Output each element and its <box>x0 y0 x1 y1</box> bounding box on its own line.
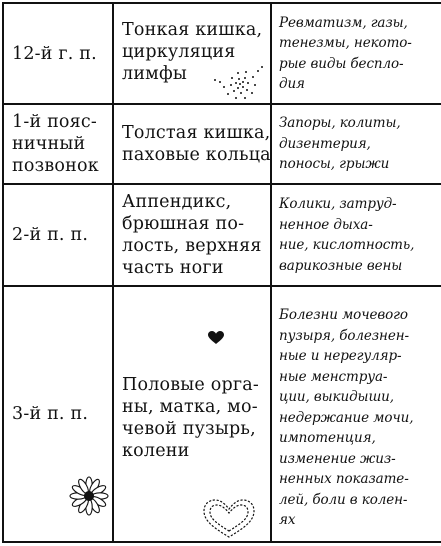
organs-cell <box>113 104 271 184</box>
disorders-cell <box>271 3 441 104</box>
organs-text: ны, матка, мо- <box>122 397 258 417</box>
disorders-text: рые виды беспло- <box>279 55 404 72</box>
table-row <box>3 3 441 104</box>
table-row <box>3 286 441 542</box>
segment-text: позвонок <box>12 156 99 176</box>
disorders-text: ние, кислотность, <box>279 237 415 253</box>
organs-text: лимфы <box>122 63 188 84</box>
segment-cell <box>3 3 113 104</box>
organs-text: чевой пузырь, <box>122 419 256 439</box>
segment-cell <box>3 104 113 184</box>
organs-cell <box>113 184 271 286</box>
organs-text: Тонкая кишка, <box>122 19 263 40</box>
disorders-text: изменение жиз- <box>279 450 396 467</box>
segment-cell <box>3 286 113 542</box>
disorders-text: ции, выкидыши, <box>279 389 394 406</box>
disorders-text: тенезмы, некото- <box>279 35 412 51</box>
organs-text: Половые орга- <box>122 375 260 395</box>
disorders-text: импотенция, <box>279 430 376 447</box>
disorders-text: дизентерия, <box>279 135 371 152</box>
disorders-cell <box>271 184 441 286</box>
disorders-text: варикозные вены <box>279 257 403 274</box>
spiral-doodle <box>210 62 266 102</box>
organs-text: циркуляция <box>122 41 236 62</box>
disorders-text: лей, боли в колен- <box>279 491 408 508</box>
disorders-text: ненное дыха- <box>279 216 373 233</box>
organs-cell <box>113 3 271 104</box>
disorders-text: недержание мочи, <box>279 409 414 426</box>
segment-text: ничный <box>12 134 86 154</box>
disorders-text: поносы, грыжи <box>279 156 390 173</box>
segment-text: 3-й п. п. <box>12 404 89 424</box>
disorders-text: Запоры, колиты, <box>279 115 401 132</box>
organs-text: лость, верхняя <box>122 236 262 256</box>
segment-cell <box>3 184 113 286</box>
organs-text: Толстая кишка, <box>122 123 271 143</box>
disorders-text: ненных показате- <box>279 471 409 488</box>
disorders-text: Болезни мочевого <box>279 307 408 324</box>
organs-text: часть ноги <box>122 258 224 278</box>
disorders-text: ные и нерегуляр- <box>279 348 402 365</box>
heart-icon <box>208 331 224 345</box>
organs-text: паховые кольца <box>122 145 271 165</box>
table-row <box>3 184 441 286</box>
disorders-text: ях <box>279 512 296 529</box>
spine-organ-table <box>2 2 441 543</box>
disorders-text: пузыря, болезнен- <box>279 327 409 344</box>
segment-text: 1-й пояс- <box>12 112 98 132</box>
segment-text: 12-й г. п. <box>12 43 97 64</box>
disorders-text: Ревматизм, газы, <box>279 14 408 31</box>
table-row <box>3 104 441 184</box>
organs-text: брюшная по- <box>122 214 245 234</box>
disorders-text: дия <box>279 76 305 92</box>
organs-cell <box>113 286 271 542</box>
disorders-cell <box>271 286 441 542</box>
flower-icon <box>68 475 110 517</box>
disorders-text: Колики, затруд- <box>279 196 397 212</box>
organs-text: колени <box>122 441 190 461</box>
segment-text: 2-й п. п. <box>12 225 89 245</box>
disorders-text: ные менструа- <box>279 368 388 385</box>
disorders-cell <box>271 104 441 184</box>
dotted-heart-icon <box>196 497 262 541</box>
organs-text: Аппендикс, <box>122 192 232 212</box>
